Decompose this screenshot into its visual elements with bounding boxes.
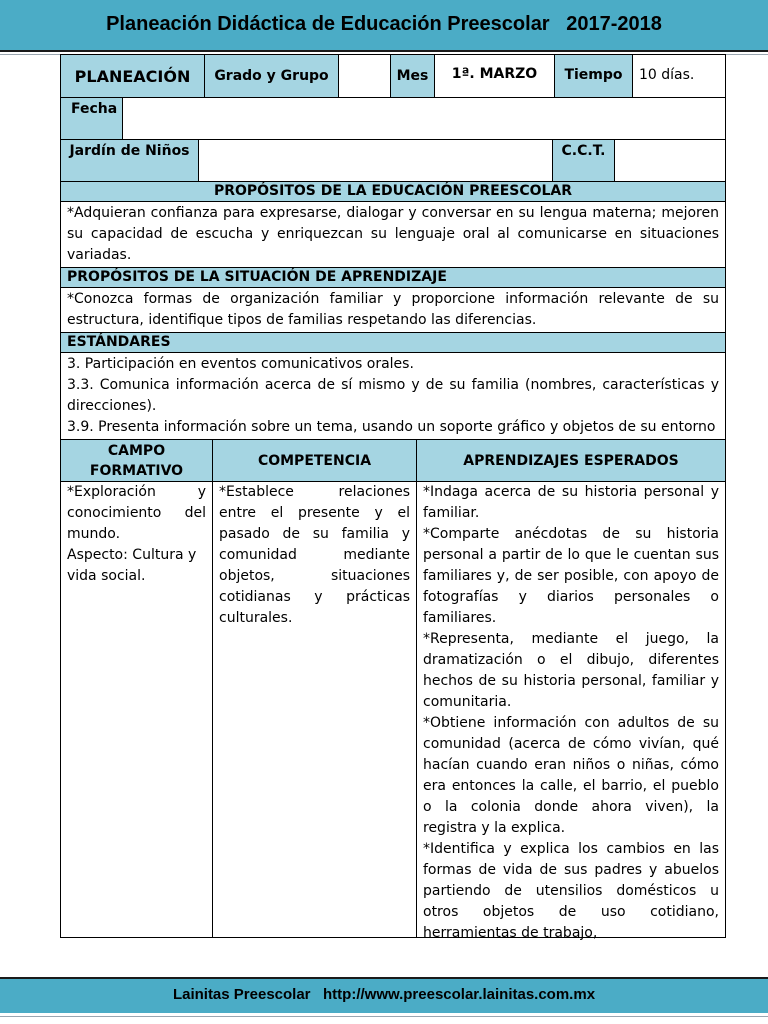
campo-aspecto-text: Aspecto: Cultura y vida social.	[67, 547, 197, 584]
planeacion-label: PLANEACIÓN	[61, 55, 205, 97]
page-header-title: Planeación Didáctica de Educación Preescolar 2017-2018	[106, 13, 662, 35]
campo-formativo-cell	[61, 482, 213, 937]
estandar-item: 3. Participación en eventos comunicativos orales.	[67, 356, 414, 372]
aprendizaje-item: *Comparte anécdotas de su historia personal a partir de lo que le cuentan sus familiares y, de ser posible, con apoyo de fotografías y diarios personales o familiares.	[423, 526, 719, 626]
estandar-item: 3.3. Comunica información acerca de sí mismo y de su familia (nombres, características y direcciones).	[67, 377, 719, 414]
propositos-preescolar-text: *Adquieran confianza para expresarse, dialogar y conversar en su lengua materna; mejoren su capacidad de escucha y enriquezcan su lenguaje oral al comunicarse en situaciones variadas.	[67, 205, 719, 263]
competencias-table-row	[60, 482, 726, 941]
tiempo-value: 10 días.	[639, 67, 695, 83]
footer-link-text[interactable]: Lainitas Preescolar http://www.preescolar.lainitas.com.mx	[172, 986, 596, 1003]
aprendizaje-item: *Indaga acerca de su historia personal y familiar.	[423, 484, 719, 521]
tiempo-label: Tiempo	[555, 55, 633, 97]
jardin-label: Jardín de Niños	[61, 140, 199, 181]
info-row-jardin	[60, 140, 726, 182]
section-propositos-preescolar-body	[60, 202, 726, 268]
info-row-planeacion	[60, 54, 726, 98]
competencia-cell	[213, 482, 417, 937]
estandares-list	[61, 353, 725, 439]
mes-value: 1ª. MARZO	[435, 55, 555, 97]
campo-formativo-text: *Exploración y conocimiento del mundo.	[67, 484, 206, 542]
section-estandares-body	[60, 353, 726, 440]
aprendizaje-item: *Identifica y explica los cambios en las formas de vida de sus padres y abuelos partiendo de utensilios domésticos u otros objetos de uso cotidiano, herramientas de trabajo,	[423, 841, 719, 941]
column-header-campo: CAMPO FORMATIVO	[61, 440, 213, 481]
section-propositos-preescolar-header	[60, 182, 726, 202]
column-header-competencia: COMPETENCIA	[213, 440, 417, 481]
column-header-aprendizajes: APRENDIZAJES ESPERADOS	[417, 440, 725, 481]
aprendizaje-item: *Obtiene información con adultos de su comunidad (acerca de cómo vivían, qué hacían cuando eran niños o niñas, cómo era entonces la calle, el barrio, el pueblo o la colonia donde ahora viven), la registra y la explica.	[423, 715, 719, 836]
planning-document	[60, 54, 726, 941]
jardin-value[interactable]	[199, 140, 553, 181]
page-header-banner	[0, 0, 768, 52]
cct-value[interactable]	[615, 140, 725, 181]
propositos-preescolar-title: PROPÓSITOS DE LA EDUCACIÓN PREESCOLAR	[61, 182, 725, 201]
competencias-table-header	[60, 440, 726, 482]
section-estandares-header	[60, 333, 726, 353]
section-propositos-situacion-header	[60, 268, 726, 288]
grado-grupo-label: Grado y Grupo	[205, 55, 339, 97]
grado-grupo-value[interactable]	[339, 55, 391, 97]
propositos-situacion-text: *Conozca formas de organización familiar y proporcione información relevante de su estructura, identifique tipos de familias respetando las diferencias.	[67, 291, 719, 328]
aprendizaje-item: *Representa, mediante el juego, la dramatización o el dibujo, diferentes hechos de su historia personal, familiar y comunitaria.	[423, 631, 719, 710]
page-footer-banner	[0, 977, 768, 1013]
fecha-label: Fecha	[61, 98, 123, 139]
aprendizajes-cell	[417, 482, 725, 941]
estandares-title: ESTÁNDARES	[61, 333, 725, 352]
fecha-value[interactable]	[123, 98, 725, 139]
propositos-situacion-title: PROPÓSITOS DE LA SITUACIÓN DE APRENDIZAJE	[61, 268, 725, 287]
section-propositos-situacion-body	[60, 288, 726, 333]
cct-label: C.C.T.	[553, 140, 615, 181]
estandar-item: 3.9. Presenta información sobre un tema, usando un soporte gráfico y objetos de su entorno	[67, 419, 716, 435]
competencia-text: *Establece relaciones entre el presente y el pasado de su familia y comunidad mediante objetos, situaciones cotidianas y prácticas culturales.	[219, 484, 410, 626]
footer-divider	[0, 1016, 768, 1017]
mes-label: Mes	[391, 55, 435, 97]
info-row-fecha	[60, 98, 726, 140]
